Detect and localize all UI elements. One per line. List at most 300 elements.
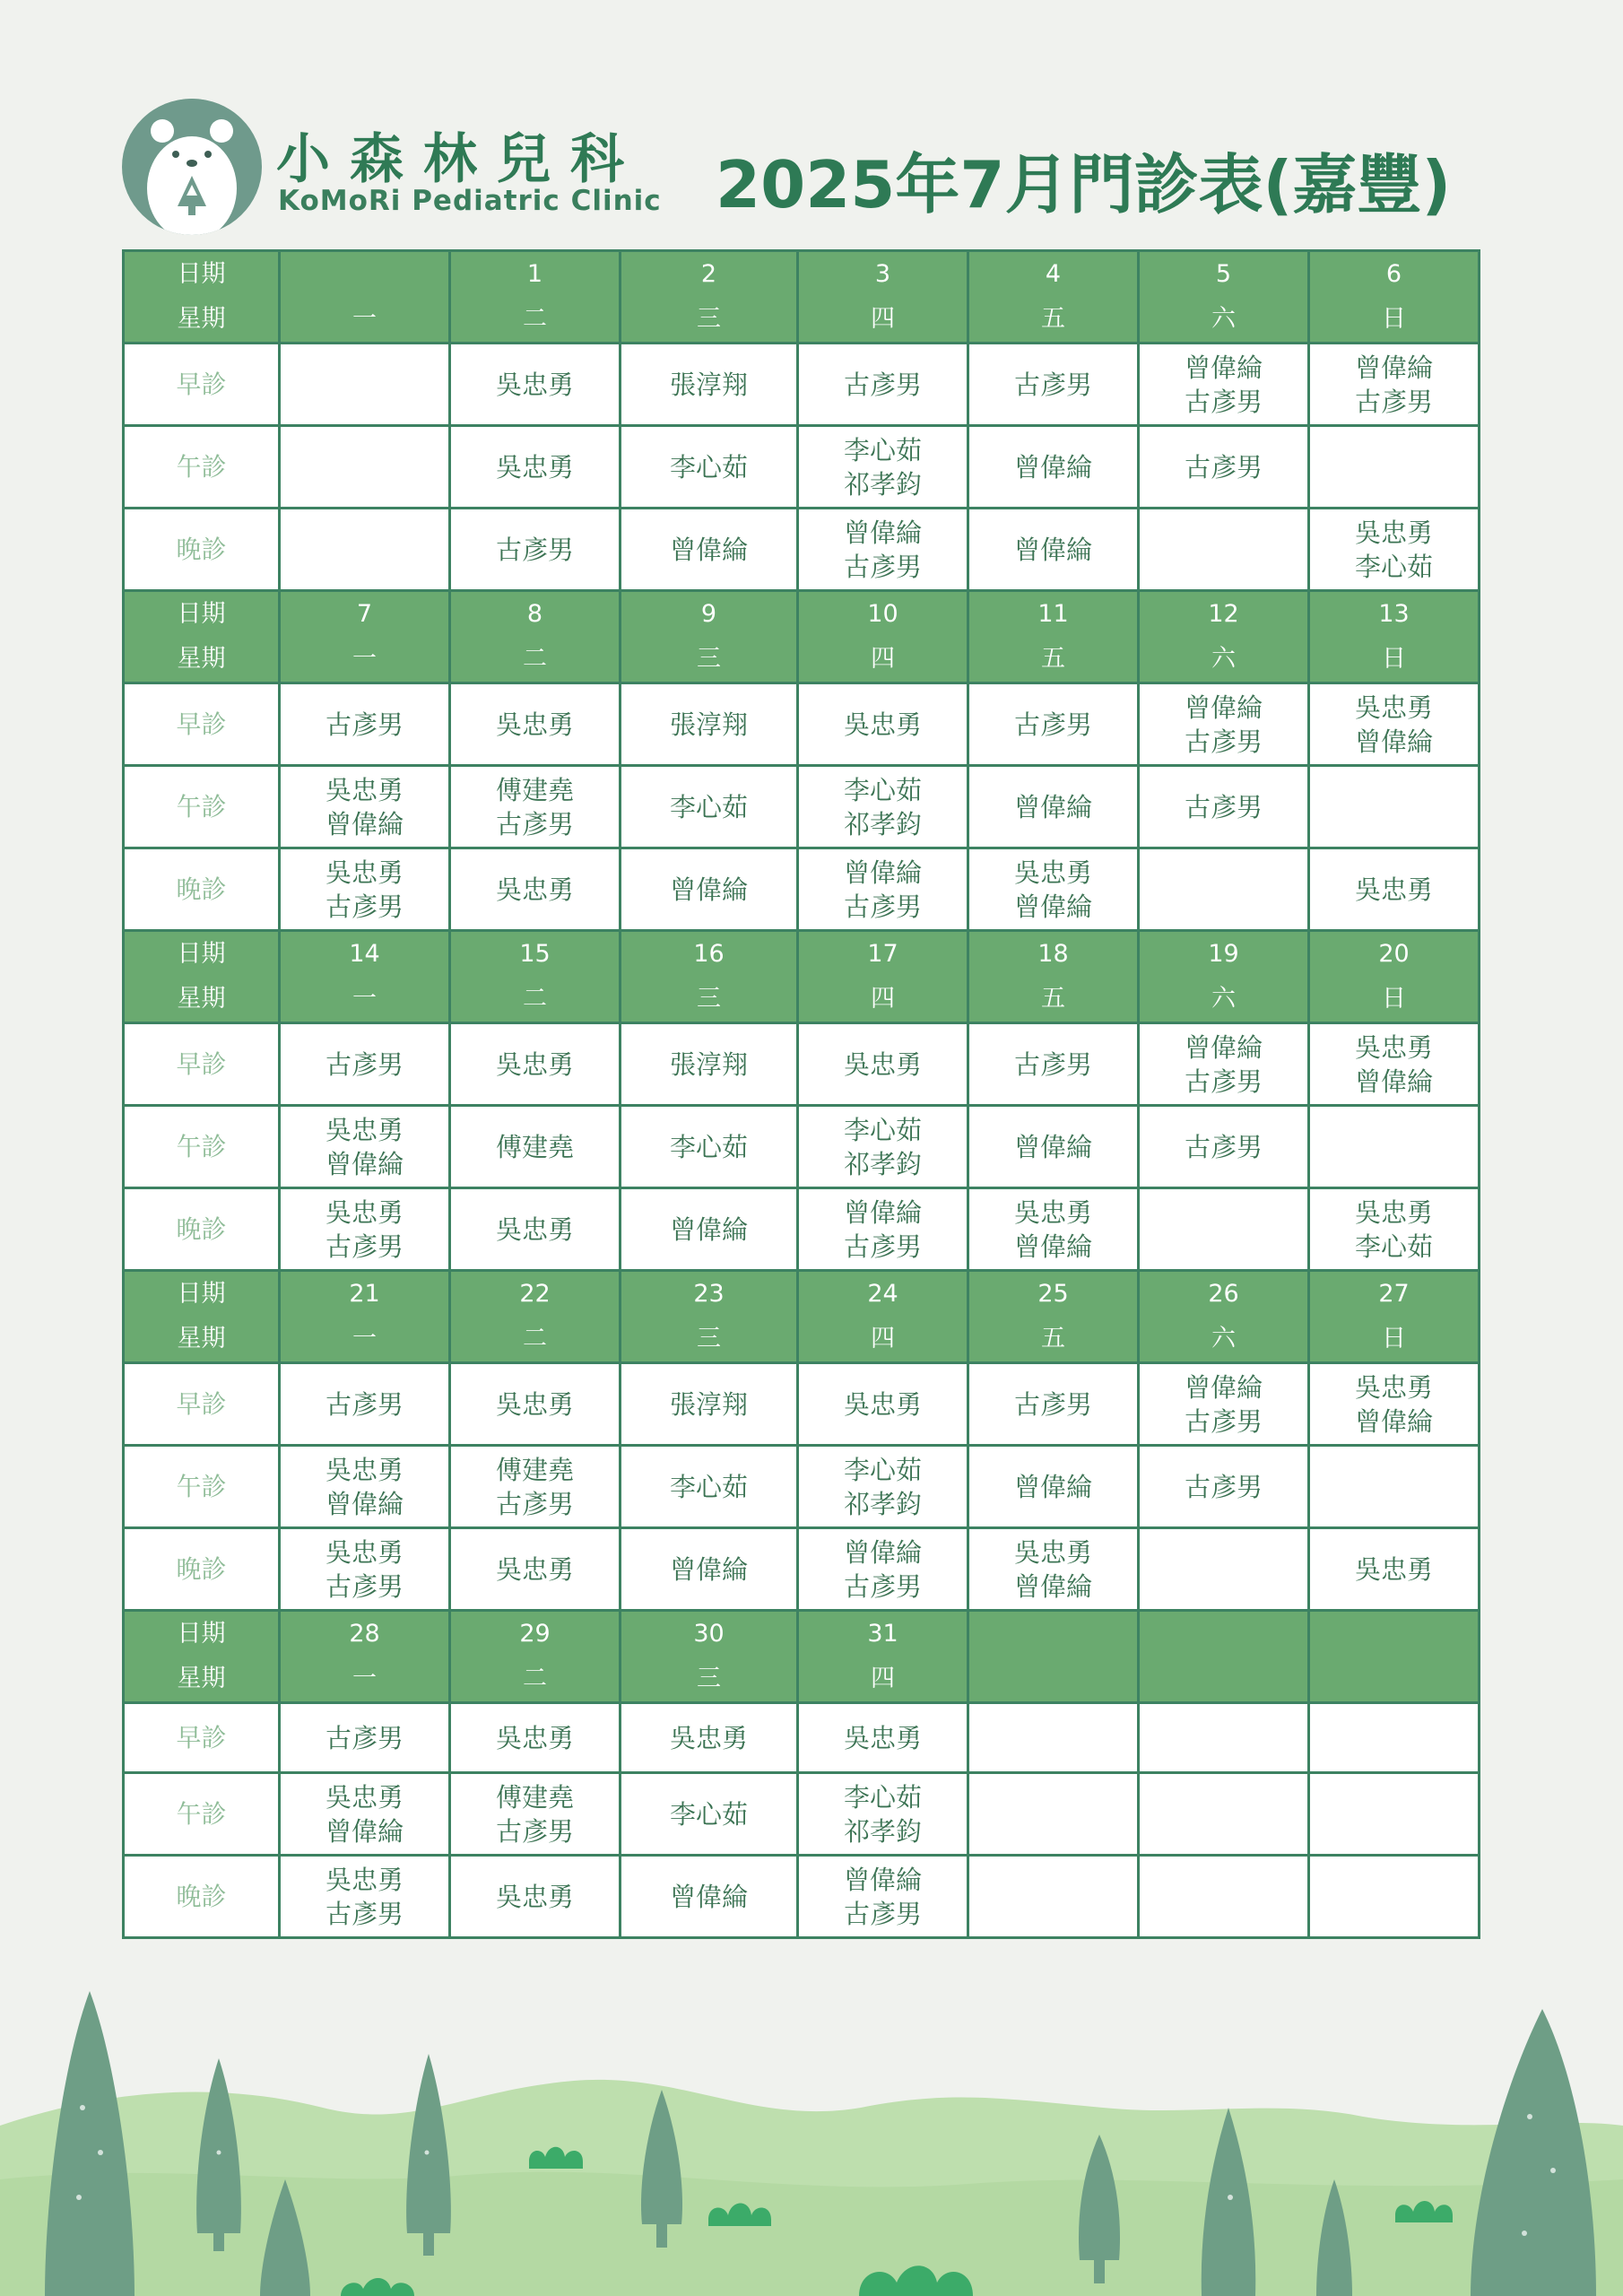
- brand-name-english: KoMoRi Pediatric Clinic: [278, 185, 662, 217]
- doctor-name: 曾偉綸: [843, 1536, 922, 1568]
- schedule-cell: [280, 1023, 450, 1106]
- schedule-cell: [1309, 1363, 1480, 1446]
- doctor-name: 曾偉綸: [669, 534, 748, 565]
- doctor-name: 古彥男: [1354, 386, 1433, 417]
- afternoon-session-label: 午診: [124, 1106, 280, 1188]
- date-cell: 29: [450, 1611, 621, 1657]
- schedule-cell: [450, 509, 621, 591]
- schedule-cell: [968, 1528, 1139, 1611]
- schedule-cell: [450, 683, 621, 766]
- doctor-name: 李心茹: [669, 1471, 748, 1502]
- doctor-name: 古彥男: [1013, 369, 1092, 400]
- afternoon-session-row: [124, 1106, 1480, 1188]
- schedule-cell: [798, 1023, 968, 1106]
- doctor-name: 吳忠勇: [325, 1114, 404, 1145]
- schedule-cell: [968, 1106, 1139, 1188]
- date-cell: [968, 1611, 1139, 1657]
- date-cell: 30: [621, 1611, 798, 1657]
- doctor-name: 曾偉綸: [1184, 352, 1263, 383]
- schedule-cell: [1139, 683, 1309, 766]
- date-row-label: 日期: [124, 251, 280, 298]
- morning-session-row: [124, 344, 1480, 426]
- doctor-name: 古彥男: [325, 1048, 404, 1080]
- schedule-cell: [450, 1703, 621, 1773]
- date-header-row: [124, 1611, 1480, 1657]
- schedule-cell: [280, 1446, 450, 1528]
- schedule-cell: [1309, 1106, 1480, 1188]
- doctor-name: 吳忠勇: [1354, 1031, 1433, 1063]
- weekday-cell: 三: [621, 977, 798, 1023]
- doctor-name: 古彥男: [843, 369, 922, 400]
- schedule-cell: [1139, 1188, 1309, 1271]
- doctor-name: 曾偉綸: [669, 1213, 748, 1245]
- date-cell: 2: [621, 251, 798, 298]
- date-cell: [280, 251, 450, 298]
- schedule-cell: [968, 1023, 1139, 1106]
- doctor-name: 祁孝鈞: [843, 468, 922, 500]
- evening-session-label: 晚診: [124, 848, 280, 931]
- doctor-name: 吳忠勇: [1354, 874, 1433, 905]
- schedule-cell: [621, 683, 798, 766]
- date-header-row: [124, 591, 1480, 638]
- doctor-name: 古彥男: [1184, 451, 1263, 483]
- weekday-cell: 二: [450, 1317, 621, 1363]
- schedule-cell: [798, 344, 968, 426]
- doctor-name: 李心茹: [843, 1114, 922, 1145]
- date-row-label: 日期: [124, 931, 280, 978]
- date-cell: 8: [450, 591, 621, 638]
- schedule-cell: [1309, 683, 1480, 766]
- doctor-name: 吳忠勇: [1013, 1196, 1092, 1228]
- evening-session-row: [124, 509, 1480, 591]
- schedule-cell: [968, 1703, 1139, 1773]
- doctor-name: 吳忠勇: [325, 1196, 404, 1228]
- weekday-cell: 二: [450, 637, 621, 683]
- doctor-name: 吳忠勇: [1354, 1553, 1433, 1585]
- doctor-name: 吳忠勇: [669, 1722, 748, 1753]
- date-cell: 19: [1139, 931, 1309, 978]
- morning-session-row: [124, 683, 1480, 766]
- weekday-cell: 四: [798, 1317, 968, 1363]
- afternoon-session-label: 午診: [124, 426, 280, 509]
- doctor-name: 曾偉綸: [669, 874, 748, 905]
- schedule-cell: [280, 1856, 450, 1938]
- weekday-cell: 三: [621, 637, 798, 683]
- morning-session-label: 早診: [124, 1703, 280, 1773]
- weekday-cell: 六: [1139, 297, 1309, 344]
- doctor-name: 古彥男: [1184, 1471, 1263, 1502]
- doctor-name: 曾偉綸: [325, 1148, 404, 1179]
- evening-session-row: [124, 1856, 1480, 1938]
- brand-name-chinese: 小森林兒科: [276, 128, 644, 191]
- date-cell: 27: [1309, 1271, 1480, 1318]
- schedule-cell: [450, 1188, 621, 1271]
- weekday-cell: 四: [798, 1657, 968, 1703]
- doctor-name: 曾偉綸: [1184, 1031, 1263, 1063]
- schedule-cell: [968, 509, 1139, 591]
- schedule-cell: [968, 848, 1139, 931]
- schedule-cell: [621, 344, 798, 426]
- evening-session-row: [124, 848, 1480, 931]
- doctor-name: 祁孝鈞: [843, 1815, 922, 1847]
- date-cell: 4: [968, 251, 1139, 298]
- schedule-cell: [798, 683, 968, 766]
- schedule-cell: [1139, 1856, 1309, 1938]
- afternoon-session-label: 午診: [124, 1446, 280, 1528]
- doctor-name: 曾偉綸: [1013, 534, 1092, 565]
- schedule-cell: [450, 1023, 621, 1106]
- doctor-name: 張淳翔: [669, 1388, 748, 1420]
- weekday-header-row: [124, 1657, 1480, 1703]
- date-cell: 5: [1139, 251, 1309, 298]
- date-header-row: [124, 931, 1480, 978]
- doctor-name: 吳忠勇: [325, 1454, 404, 1485]
- schedule-cell: [450, 766, 621, 848]
- weekday-header-row: [124, 977, 1480, 1023]
- page-header: [122, 99, 1485, 233]
- schedule-cell: [450, 1773, 621, 1856]
- doctor-name: 張淳翔: [669, 709, 748, 740]
- schedule-cell: [798, 848, 968, 931]
- doctor-name: 古彥男: [843, 551, 922, 582]
- schedule-cell: [1139, 1703, 1309, 1773]
- doctor-name: 曾偉綸: [1354, 352, 1433, 383]
- doctor-name: 吳忠勇: [1354, 1371, 1433, 1403]
- doctor-name: 曾偉綸: [1013, 891, 1092, 922]
- doctor-name: 傅建堯: [495, 1454, 574, 1485]
- schedule-cell: [450, 1856, 621, 1938]
- morning-session-label: 早診: [124, 1023, 280, 1106]
- schedule-cell: [621, 848, 798, 931]
- evening-session-label: 晚診: [124, 1856, 280, 1938]
- weekday-row-label: 星期: [124, 1317, 280, 1363]
- schedule-cell: [1139, 766, 1309, 848]
- evening-session-label: 晚診: [124, 1188, 280, 1271]
- doctor-name: 古彥男: [325, 709, 404, 740]
- schedule-cell: [280, 1773, 450, 1856]
- evening-session-label: 晚診: [124, 509, 280, 591]
- doctor-name: 曾偉綸: [1354, 726, 1433, 757]
- doctor-name: 古彥男: [495, 808, 574, 839]
- schedule-cell: [798, 1188, 968, 1271]
- doctor-name: 古彥男: [843, 1231, 922, 1262]
- doctor-name: 古彥男: [1184, 791, 1263, 822]
- schedule-cell: [1139, 426, 1309, 509]
- weekday-row-label: 星期: [124, 297, 280, 344]
- date-cell: 22: [450, 1271, 621, 1318]
- schedule-cell: [1139, 1528, 1309, 1611]
- schedule-cell: [798, 1446, 968, 1528]
- doctor-name: 古彥男: [325, 891, 404, 922]
- schedule-cell: [798, 1856, 968, 1938]
- schedule-cell: [1309, 1023, 1480, 1106]
- doctor-name: 古彥男: [325, 1570, 404, 1602]
- schedule-cell: [621, 1528, 798, 1611]
- doctor-name: 古彥男: [325, 1388, 404, 1420]
- schedule-cell: [798, 1363, 968, 1446]
- doctor-name: 古彥男: [325, 1722, 404, 1753]
- doctor-name: 傅建堯: [495, 774, 574, 805]
- schedule-cell: [798, 1773, 968, 1856]
- doctor-name: 古彥男: [843, 891, 922, 922]
- doctor-name: 張淳翔: [669, 1048, 748, 1080]
- bear-logo-icon: [122, 99, 262, 235]
- doctor-name: 古彥男: [843, 1898, 922, 1929]
- date-cell: 25: [968, 1271, 1139, 1318]
- weekday-cell: 三: [621, 297, 798, 344]
- schedule-cell: [798, 426, 968, 509]
- weekday-cell: 二: [450, 977, 621, 1023]
- weekday-cell: 日: [1309, 1317, 1480, 1363]
- afternoon-session-row: [124, 426, 1480, 509]
- schedule-cell: [280, 848, 450, 931]
- schedule-cell: [280, 1188, 450, 1271]
- schedule-cell: [621, 1106, 798, 1188]
- doctor-name: 吳忠勇: [843, 1048, 922, 1080]
- afternoon-session-row: [124, 766, 1480, 848]
- schedule-cell: [280, 1106, 450, 1188]
- doctor-name: 李心茹: [843, 774, 922, 805]
- schedule-cell: [1309, 1188, 1480, 1271]
- schedule-cell: [621, 1446, 798, 1528]
- schedule-cell: [798, 509, 968, 591]
- date-cell: 28: [280, 1611, 450, 1657]
- schedule-cell: [798, 766, 968, 848]
- weekday-cell: 六: [1139, 977, 1309, 1023]
- doctor-name: 曾偉綸: [1013, 1131, 1092, 1162]
- doctor-name: 古彥男: [1184, 1065, 1263, 1097]
- doctor-name: 李心茹: [669, 791, 748, 822]
- schedule-cell: [621, 1188, 798, 1271]
- weekday-cell: 日: [1309, 977, 1480, 1023]
- doctor-name: 吳忠勇: [495, 369, 574, 400]
- doctor-name: 古彥男: [495, 1815, 574, 1847]
- weekday-cell: 日: [1309, 637, 1480, 683]
- doctor-name: 古彥男: [325, 1898, 404, 1929]
- weekday-cell: 六: [1139, 1317, 1309, 1363]
- evening-session-row: [124, 1528, 1480, 1611]
- date-cell: 14: [280, 931, 450, 978]
- schedule-cell: [968, 1446, 1139, 1528]
- schedule-cell: [450, 848, 621, 931]
- doctor-name: 傅建堯: [495, 1131, 574, 1162]
- schedule-cell: [1309, 1773, 1480, 1856]
- weekday-cell: 三: [621, 1317, 798, 1363]
- schedule-cell: [450, 1528, 621, 1611]
- date-cell: 6: [1309, 251, 1480, 298]
- schedule-cell: [968, 683, 1139, 766]
- schedule-cell: [280, 683, 450, 766]
- weekday-cell: 一: [280, 637, 450, 683]
- doctor-name: 曾偉綸: [325, 1488, 404, 1519]
- doctor-name: 曾偉綸: [1013, 791, 1092, 822]
- schedule-cell: [968, 426, 1139, 509]
- schedule-cell: [621, 509, 798, 591]
- doctor-name: 曾偉綸: [1354, 1065, 1433, 1097]
- doctor-name: 曾偉綸: [843, 1196, 922, 1228]
- weekday-cell: [968, 1657, 1139, 1703]
- weekday-cell: 六: [1139, 637, 1309, 683]
- doctor-name: 李心茹: [669, 451, 748, 483]
- morning-session-label: 早診: [124, 683, 280, 766]
- doctor-name: 曾偉綸: [1184, 691, 1263, 723]
- schedule-cell: [968, 1773, 1139, 1856]
- doctor-name: 曾偉綸: [325, 1815, 404, 1847]
- schedule-cell: [1309, 766, 1480, 848]
- weekday-cell: 四: [798, 297, 968, 344]
- schedule-cell: [621, 1856, 798, 1938]
- weekday-cell: 一: [280, 1317, 450, 1363]
- doctor-name: 曾偉綸: [1184, 1371, 1263, 1403]
- morning-session-label: 早診: [124, 1363, 280, 1446]
- schedule-cell: [280, 1363, 450, 1446]
- date-header-row: [124, 251, 1480, 298]
- date-cell: 24: [798, 1271, 968, 1318]
- schedule-cell: [621, 1023, 798, 1106]
- doctor-name: 吳忠勇: [495, 1553, 574, 1585]
- date-cell: 9: [621, 591, 798, 638]
- weekday-cell: 四: [798, 637, 968, 683]
- doctor-name: 傅建堯: [495, 1781, 574, 1813]
- date-cell: 16: [621, 931, 798, 978]
- weekday-cell: 五: [968, 977, 1139, 1023]
- doctor-name: 古彥男: [495, 1488, 574, 1519]
- date-row-label: 日期: [124, 591, 280, 638]
- date-cell: 23: [621, 1271, 798, 1318]
- schedule-cell: [621, 1363, 798, 1446]
- schedule-cell: [1139, 1023, 1309, 1106]
- schedule-cell: [1309, 1856, 1480, 1938]
- afternoon-session-label: 午診: [124, 1773, 280, 1856]
- date-cell: 13: [1309, 591, 1480, 638]
- weekday-cell: 一: [280, 977, 450, 1023]
- morning-session-row: [124, 1023, 1480, 1106]
- schedule-cell: [968, 344, 1139, 426]
- doctor-name: 祁孝鈞: [843, 1488, 922, 1519]
- schedule-cell: [968, 1363, 1139, 1446]
- doctor-name: 吳忠勇: [1354, 691, 1433, 723]
- schedule-cell: [621, 1773, 798, 1856]
- doctor-name: 李心茹: [1354, 1231, 1433, 1262]
- doctor-name: 古彥男: [1184, 726, 1263, 757]
- forest-scenery-illustration: [0, 1973, 1623, 2296]
- doctor-name: 曾偉綸: [1013, 1231, 1092, 1262]
- weekday-header-row: [124, 637, 1480, 683]
- date-cell: 18: [968, 931, 1139, 978]
- doctor-name: 曾偉綸: [1013, 1471, 1092, 1502]
- weekday-row-label: 星期: [124, 977, 280, 1023]
- schedule-cell: [450, 426, 621, 509]
- doctor-name: 古彥男: [1184, 1405, 1263, 1437]
- doctor-name: 曾偉綸: [325, 808, 404, 839]
- doctor-name: 吳忠勇: [325, 1536, 404, 1568]
- weekday-row-label: 星期: [124, 637, 280, 683]
- doctor-name: 古彥男: [325, 1231, 404, 1262]
- weekday-cell: [1309, 1657, 1480, 1703]
- date-row-label: 日期: [124, 1271, 280, 1318]
- date-cell: 31: [798, 1611, 968, 1657]
- schedule-cell: [1139, 1106, 1309, 1188]
- afternoon-session-row: [124, 1773, 1480, 1856]
- doctor-name: 吳忠勇: [1013, 857, 1092, 888]
- schedule-cell: [450, 1363, 621, 1446]
- schedule-cell: [280, 1528, 450, 1611]
- weekday-cell: 五: [968, 297, 1139, 344]
- doctor-name: 曾偉綸: [843, 1864, 922, 1895]
- schedule-cell: [1309, 1446, 1480, 1528]
- doctor-name: 祁孝鈞: [843, 808, 922, 839]
- weekday-header-row: [124, 1317, 1480, 1363]
- morning-session-row: [124, 1363, 1480, 1446]
- doctor-name: 吳忠勇: [495, 709, 574, 740]
- schedule-cell: [1309, 344, 1480, 426]
- evening-session-row: [124, 1188, 1480, 1271]
- doctor-name: 李心茹: [843, 1454, 922, 1485]
- date-cell: 21: [280, 1271, 450, 1318]
- doctor-name: 曾偉綸: [669, 1553, 748, 1585]
- weekday-cell: 二: [450, 297, 621, 344]
- schedule-cell: [968, 1188, 1139, 1271]
- doctor-name: 祁孝鈞: [843, 1148, 922, 1179]
- date-cell: 3: [798, 251, 968, 298]
- schedule-cell: [450, 344, 621, 426]
- doctor-name: 吳忠勇: [843, 1388, 922, 1420]
- schedule-cell: [798, 1528, 968, 1611]
- schedule-cell: [1139, 509, 1309, 591]
- morning-session-row: [124, 1703, 1480, 1773]
- weekday-row-label: 星期: [124, 1657, 280, 1703]
- afternoon-session-label: 午診: [124, 766, 280, 848]
- doctor-name: 曾偉綸: [1013, 451, 1092, 483]
- schedule-cell: [1309, 426, 1480, 509]
- schedule-cell: [621, 426, 798, 509]
- doctor-name: 李心茹: [843, 1781, 922, 1813]
- weekday-cell: 一: [280, 297, 450, 344]
- doctor-name: 吳忠勇: [495, 874, 574, 905]
- afternoon-session-row: [124, 1446, 1480, 1528]
- schedule-cell: [1309, 1528, 1480, 1611]
- doctor-name: 古彥男: [1013, 1048, 1092, 1080]
- doctor-name: 吳忠勇: [1354, 517, 1433, 548]
- schedule-cell: [968, 766, 1139, 848]
- weekday-cell: 五: [968, 637, 1139, 683]
- date-cell: 1: [450, 251, 621, 298]
- schedule-cell: [968, 1856, 1139, 1938]
- doctor-name: 吳忠勇: [495, 451, 574, 483]
- schedule-cell: [1139, 344, 1309, 426]
- date-cell: [1139, 1611, 1309, 1657]
- doctor-name: 吳忠勇: [495, 1048, 574, 1080]
- schedule-cell: [798, 1106, 968, 1188]
- date-header-row: [124, 1271, 1480, 1318]
- weekday-cell: 日: [1309, 297, 1480, 344]
- schedule-cell: [1139, 1773, 1309, 1856]
- doctor-name: 古彥男: [843, 1570, 922, 1602]
- doctor-name: 古彥男: [1184, 386, 1263, 417]
- clinic-schedule-table: [122, 249, 1480, 1939]
- date-cell: 10: [798, 591, 968, 638]
- doctor-name: 吳忠勇: [1354, 1196, 1433, 1228]
- doctor-name: 張淳翔: [669, 369, 748, 400]
- schedule-cell: [450, 1106, 621, 1188]
- date-cell: 7: [280, 591, 450, 638]
- doctor-name: 吳忠勇: [325, 1864, 404, 1895]
- doctor-name: 吳忠勇: [325, 774, 404, 805]
- schedule-cell: [1309, 509, 1480, 591]
- weekday-cell: 一: [280, 1657, 450, 1703]
- doctor-name: 吳忠勇: [495, 1388, 574, 1420]
- date-row-label: 日期: [124, 1611, 280, 1657]
